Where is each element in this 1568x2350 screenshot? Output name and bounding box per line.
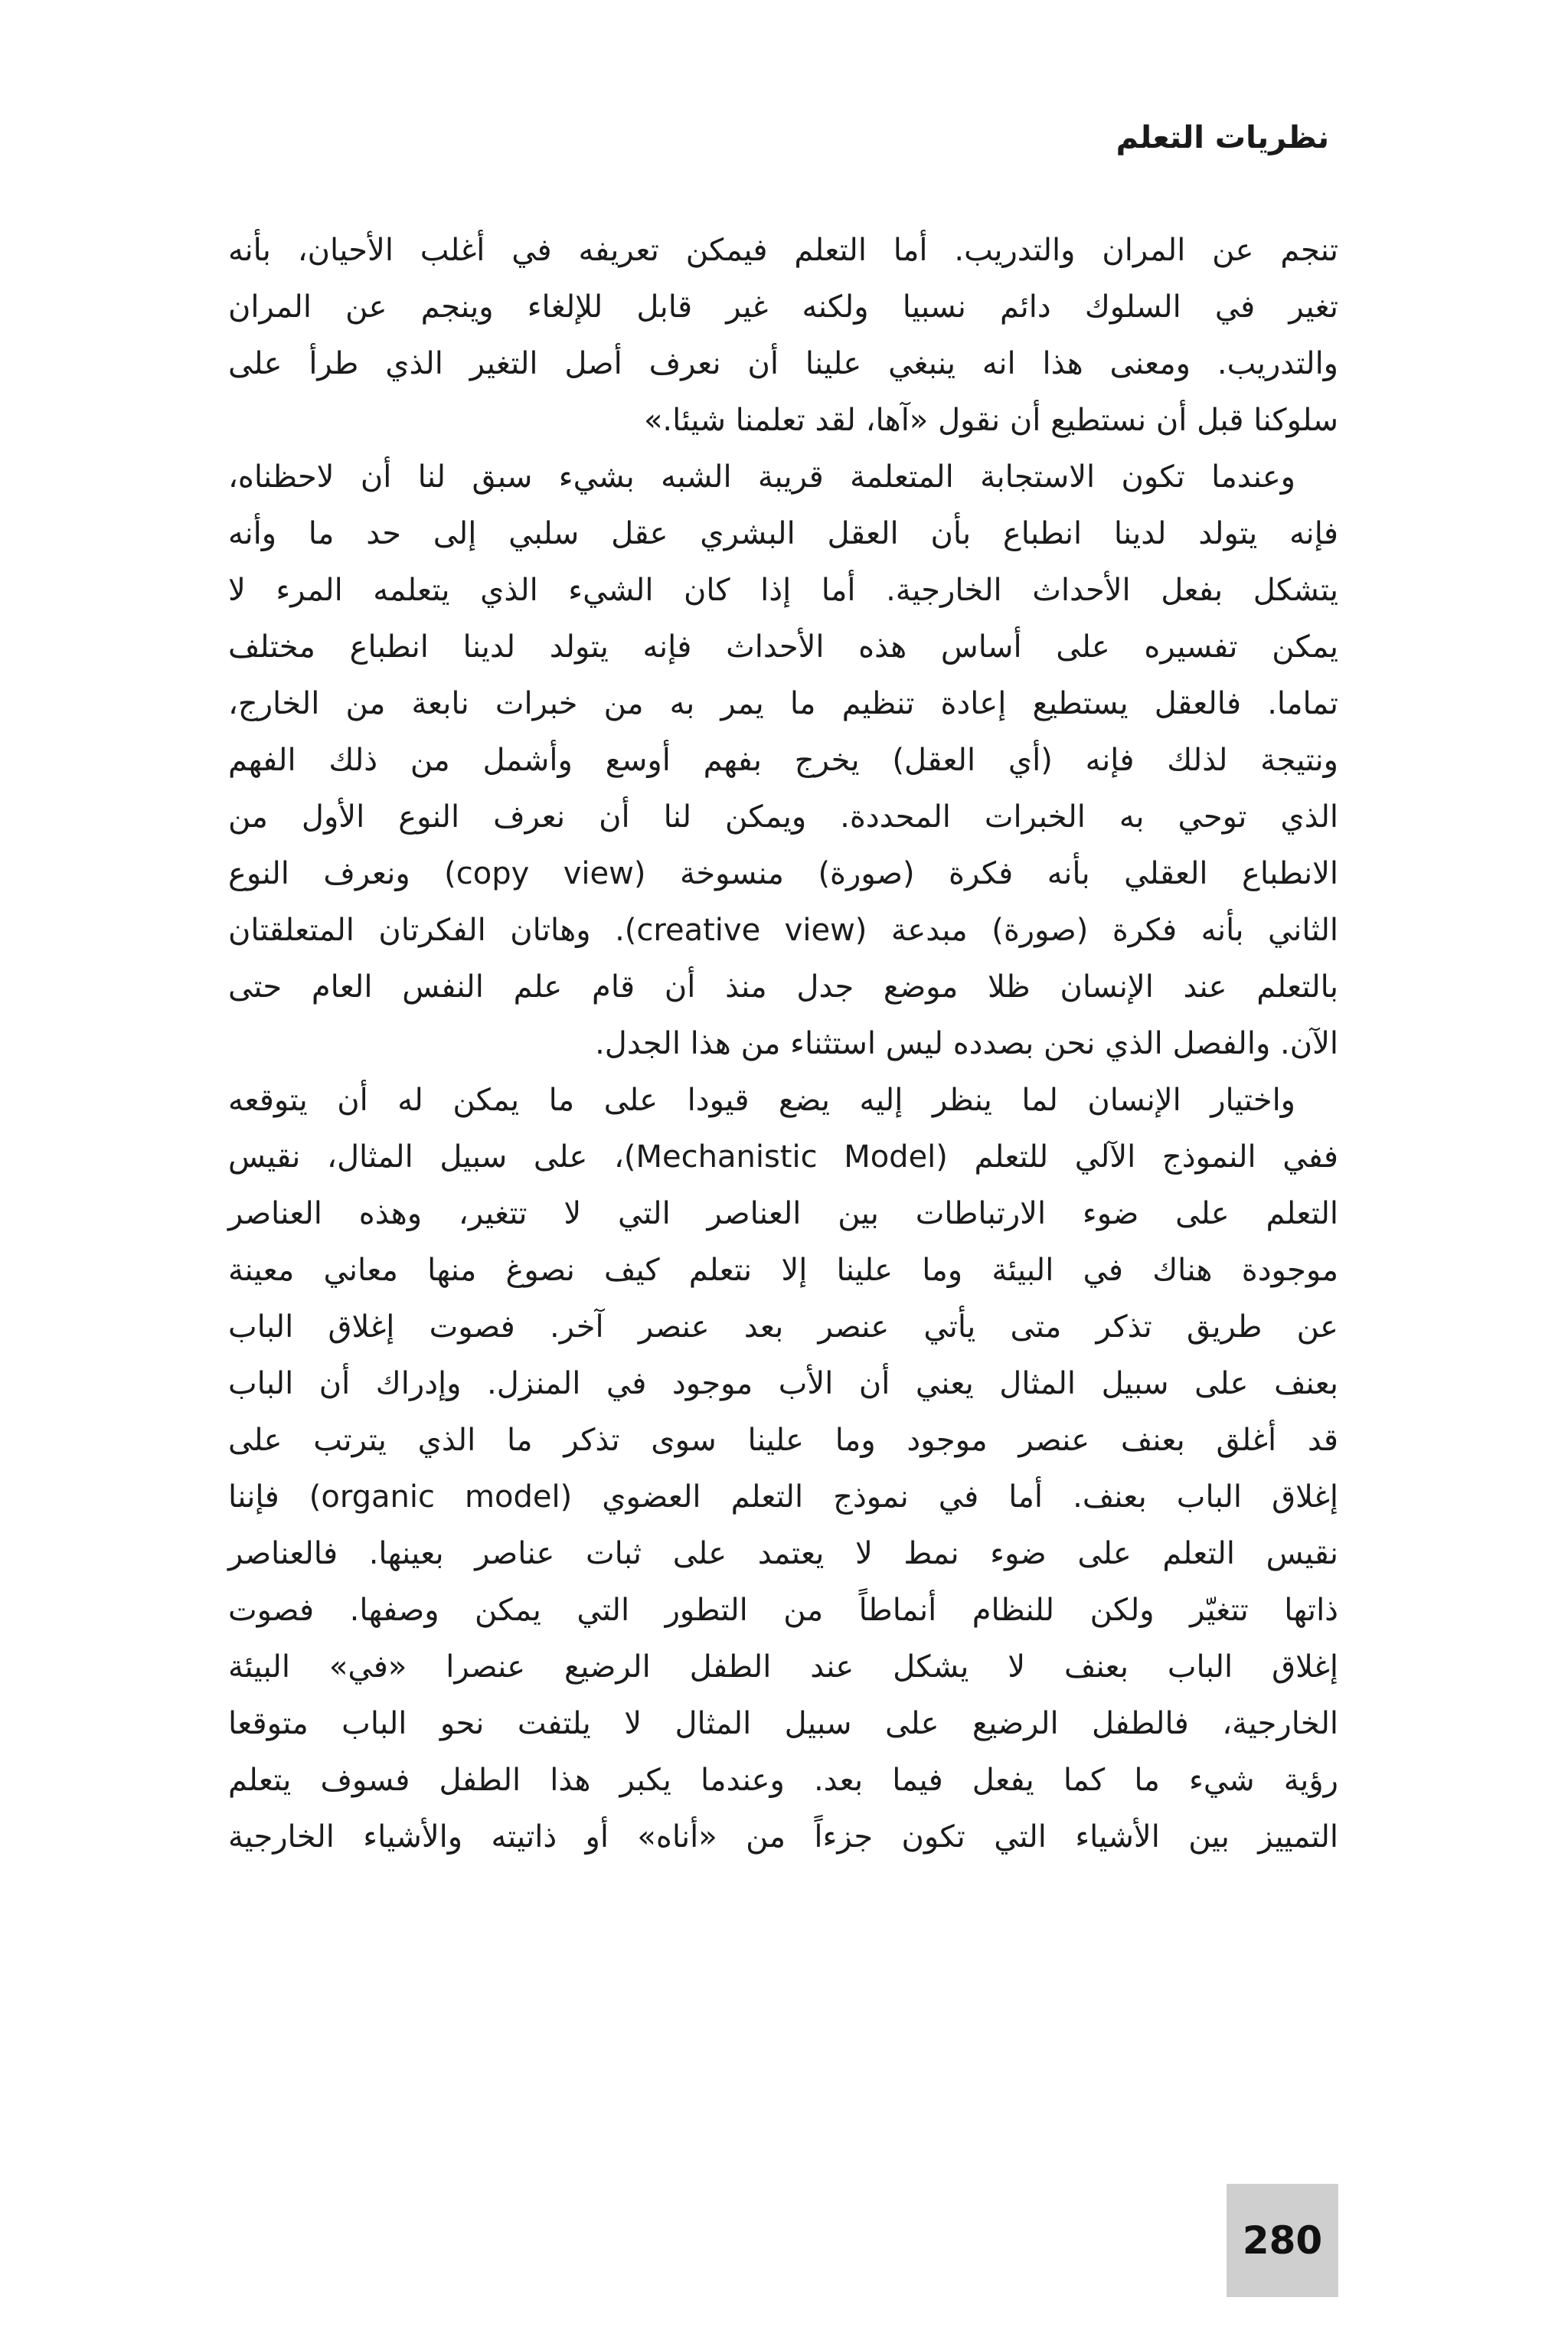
text-line: الانطباع العقلي بأنه فكرة (صورة) منسوخة (copy view) ونعرف النوع <box>228 856 1339 891</box>
text-line: الخارجية، فالطفل الرضيع على سبيل المثال لا يلتفت نحو الباب متوقعا <box>228 1706 1338 1741</box>
text-line: ونتيجة لذلك فإنه (أي العقل) يخرج بفهم أوسع وأشمل من ذلك الفهم <box>228 743 1338 778</box>
text-line: فإنه يتولد لدينا انطباع بأن العقل البشري عقل سلبي إلى حد ما وأنه <box>228 516 1338 551</box>
text-line: الثاني بأنه فكرة (صورة) مبدعة (creative view). وهاتان الفكرتان المتعلقتان <box>228 913 1338 948</box>
page-number: 280 <box>1242 2218 1323 2263</box>
text-line: ففي النموذج الآلي للتعلم (Mechanistic Model)، على سبيل المثال، نقيس <box>228 1139 1338 1175</box>
text-line: تماما. فالعقل يستطيع إعادة تنظيم ما يمر به من خبرات نابعة من الخارج، <box>228 686 1338 721</box>
text-line: عن طريق تذكر متى يأتي عنصر بعد عنصر آخر. فصوت إغلاق الباب <box>228 1309 1338 1345</box>
text-line: ذاتها تتغيّر ولكن للنظام أنماطاً من التطور التي يمكن وصفها. فصوت <box>228 1593 1338 1628</box>
text-line: والتدريب. ومعنى هذا انه ينبغي علينا أن نعرف أصل التغير الذي طرأ على <box>228 346 1338 381</box>
text-line: واختيار الإنسان لما ينظر إليه يضع قيودا على ما يمكن له أن يتوقعه <box>228 1083 1295 1118</box>
text-line: الآن. والفصل الذي نحن بصدده ليس استثناء من هذا الجدل. <box>595 1026 1338 1061</box>
text-line: التمييز بين الأشياء التي تكون جزءاً من «أناه» أو ذاتيته والأشياء الخارجية <box>228 1819 1338 1855</box>
text-line: وعندما تكون الاستجابة المتعلمة قريبة الشبه بشيء سبق لنا أن لاحظناه، <box>228 459 1295 495</box>
text-line: بعنف على سبيل المثال يعني أن الأب موجود في المنزل. وإدراك أن الباب <box>228 1366 1338 1401</box>
text-line: سلوكنا قبل أن نستطيع أن نقول «آها، لقد تعلمنا شيئا.» <box>643 403 1338 438</box>
text-line: بالتعلم عند الإنسان ظلا موضع جدل منذ أن قام علم النفس العام حتى <box>228 969 1338 1005</box>
text-line: إغلاق الباب بعنف لا يشكل عند الطفل الرضيع عنصرا «في» البيئة <box>228 1649 1338 1685</box>
text-line: الذي توحي به الخبرات المحددة. ويمكن لنا أن نعرف النوع الأول من <box>228 799 1338 835</box>
text-line: تغير في السلوك دائم نسبيا ولكنه غير قابل للإلغاء وينجم عن المران <box>228 289 1338 325</box>
text-line: نقيس التعلم على ضوء نمط لا يعتمد على ثبات عناصر بعينها. فالعناصر <box>228 1536 1338 1571</box>
running-header-title: نظريات التعلم <box>1116 120 1329 155</box>
text-line: قد أغلق بعنف عنصر موجود وما علينا سوى تذكر ما الذي يترتب على <box>228 1423 1338 1458</box>
page-number-badge <box>1227 2184 1338 2297</box>
text-line: التعلم على ضوء الارتباطات بين العناصر التي لا تتغير، وهذه العناصر <box>228 1196 1338 1231</box>
text-line: موجودة هناك في البيئة وما علينا إلا نتعلم كيف نصوغ منها معاني معينة <box>228 1253 1338 1288</box>
text-line: يتشكل بفعل الأحداث الخارجية. أما إذا كان الشيء الذي يتعلمه المرء لا <box>228 573 1338 608</box>
body-text <box>228 222 1338 1865</box>
text-line: إغلاق الباب بعنف. أما في نموذج التعلم العضوي (organic model) فإننا <box>228 1479 1339 1515</box>
text-line: تنجم عن المران والتدريب. أما التعلم فيمكن تعريفه في أغلب الأحيان، بأنه <box>228 233 1338 268</box>
text-line: يمكن تفسيره على أساس هذه الأحداث فإنه يتولد لدينا انطباع مختلف <box>228 629 1338 665</box>
text-line: رؤية شيء ما كما يفعل فيما بعد. وعندما يكبر هذا الطفل فسوف يتعلم <box>228 1763 1338 1798</box>
